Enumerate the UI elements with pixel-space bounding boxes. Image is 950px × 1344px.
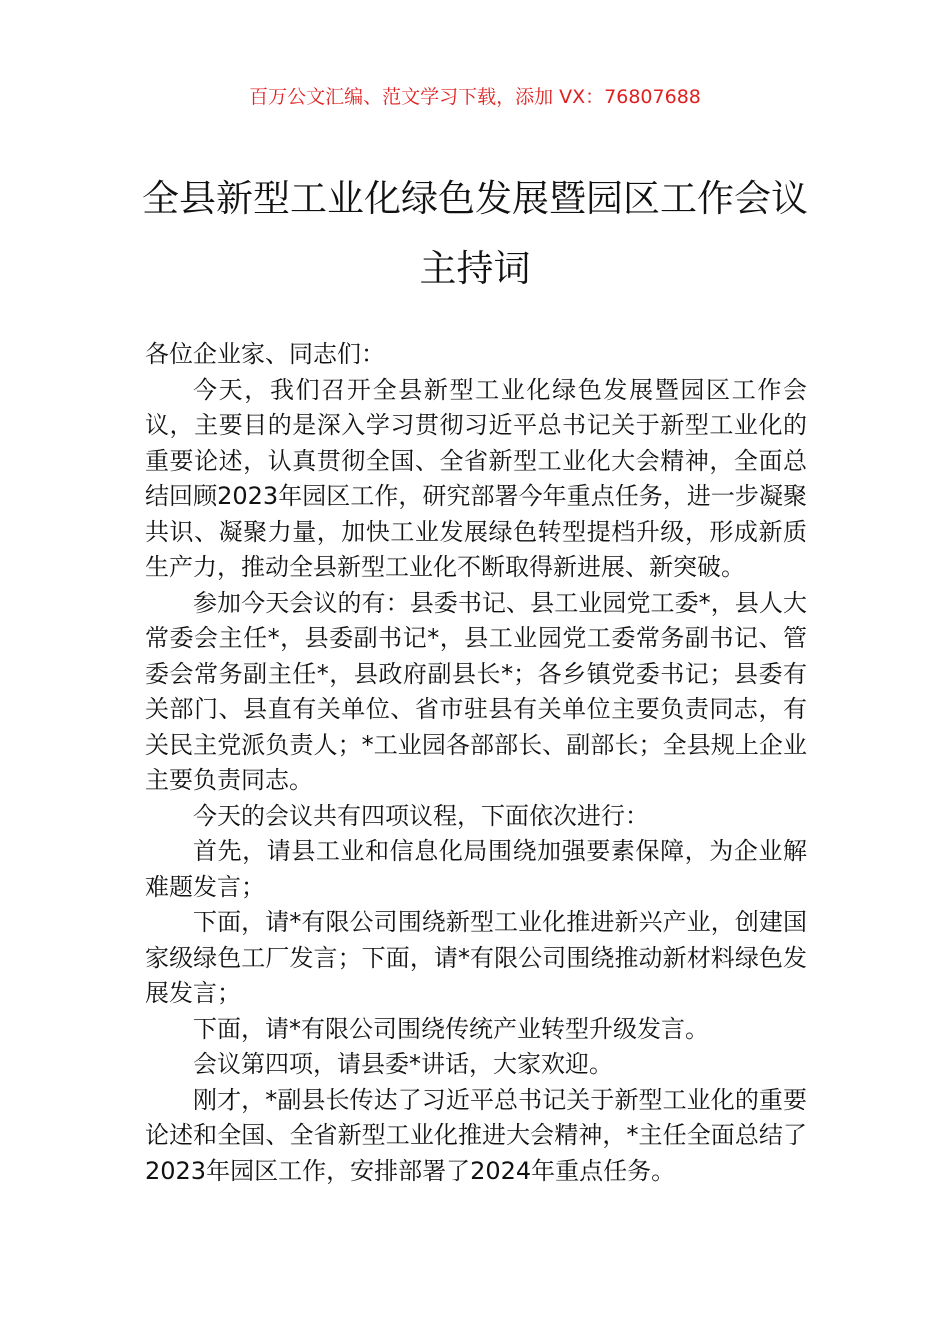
paragraph-attendees: 参加今天会议的有：县委书记、县工业园党工委*，县人大常委会主任*，县委副书记*，县工业园党工委常务副书记、管委会常务副主任*，县政府副县长*；各乡镇党委书记；县委有关部门、县直有关单位、省市驻县有关单位主要负责同志，有关民主党派负责人；*工业园各部部长、副部长；全县规上企业主要负责同志。 (145, 588, 807, 794)
paragraph-agenda: 今天的会议共有四项议程，下面依次进行： (193, 801, 649, 830)
salutation: 各位企业家、同志们： (145, 340, 385, 368)
paragraph-speech-2: 下面，请*有限公司围绕新型工业化推进新兴产业，创建国家级绿色工厂发言；下面，请*有限公司围绕推动新材料绿色发展发言； (145, 908, 807, 1007)
paragraph-item-four: 会议第四项，请县委*讲话，大家欢迎。 (193, 1050, 613, 1078)
document-title: 全县新型工业化绿色发展暨园区工作会议 (142, 177, 808, 220)
paragraph-speech-3: 下面，请*有限公司围绕传统产业转型升级发言。 (193, 1014, 709, 1043)
header-note: 百万公文汇编、范文学习下载，添加 VX：76807688 (249, 86, 701, 108)
document-subtitle: 主持词 (419, 247, 531, 290)
paragraph-summary: 刚才，*副县长传达了习近平总书记关于新型工业化的重要论述和全国、全省新型工业化推进大会精神，*主任全面总结了2023年园区工作，安排部署了2024年重点任务。 (145, 1085, 807, 1185)
document-body (145, 337, 807, 1189)
paragraph-intro: 今天，我们召开全县新型工业化绿色发展暨园区工作会议，主要目的是深入学习贯彻习近平总书记关于新型工业化的重要论述，认真贯彻全国、全省新型工业化大会精神，全面总结回顾2023年园区工作，研究部署今年重点任务，进一步凝聚共识、凝聚力量，加快工业发展绿色转型提档升级，形成新质生产力，推动全县新型工业化不断取得新进展、新突破。 (145, 375, 807, 581)
paragraph-speech-1: 首先，请县工业和信息化局围绕加强要素保障，为企业解难题发言； (145, 837, 807, 901)
